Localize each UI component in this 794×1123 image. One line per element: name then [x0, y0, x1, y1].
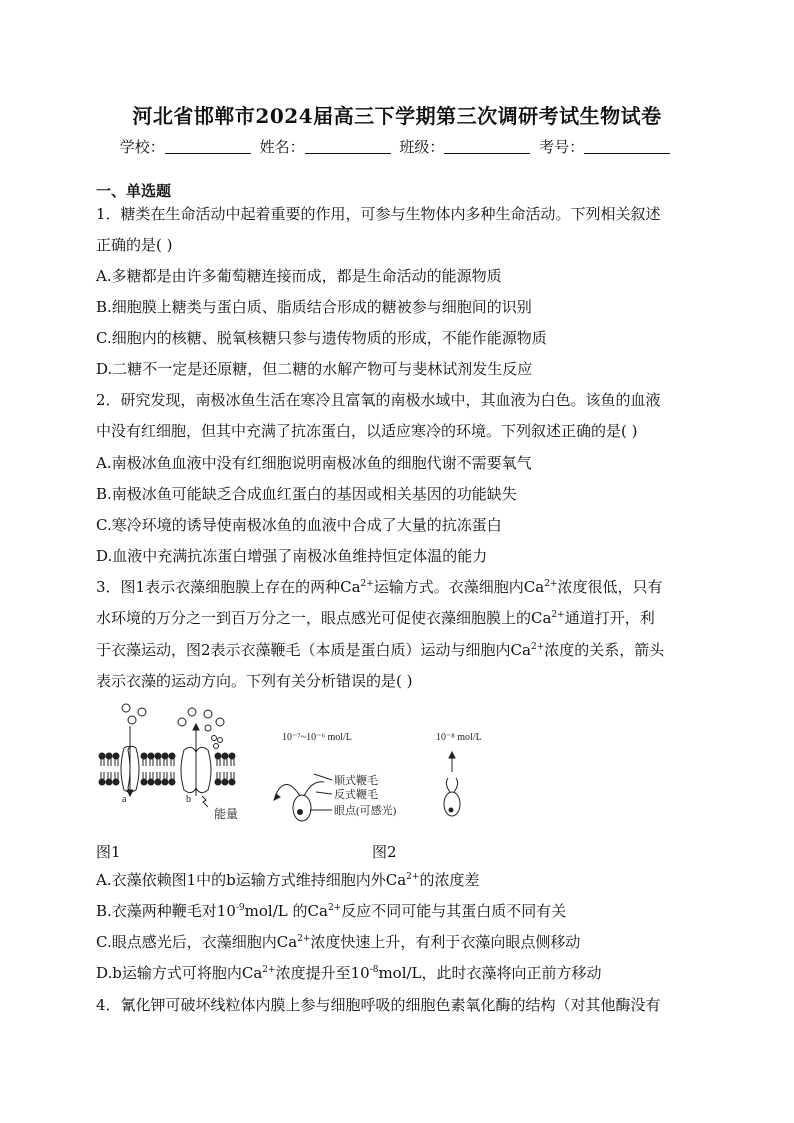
q2-option-c: C.寒冷环境的诱导使南极冰鱼的血液中合成了大量的抗冻蛋白	[96, 516, 502, 534]
figure1-membrane	[99, 746, 235, 792]
figure2-label-eyespot: 眼点(可感光)	[334, 805, 397, 817]
class-field[interactable]	[444, 139, 530, 154]
class-label: 班级：	[399, 138, 445, 156]
q2-stem-line2: 中没有红细胞，但其中充满了抗冻蛋白，以适应寒冷的环境。下列叙述正确的是( )	[96, 422, 638, 440]
name-field[interactable]	[305, 139, 391, 154]
section-heading: 一、单选题	[96, 182, 172, 200]
figure1-label-a: a	[122, 794, 127, 805]
number-label: 考号：	[539, 138, 585, 156]
q1-stem-line2: 正确的是( )	[96, 236, 173, 254]
q3-stem-line1: 3．图1表示衣藻细胞膜上存在的两种$Ca^{2+}$运输方式。衣藻细胞内$Ca^{2+}$浓度很低，只有	[96, 578, 663, 596]
q3-stem-line2: 水环境的万分之一到百万分之一，眼点感光可促使衣藻细胞膜上的$Ca^{2+}$通道打开，利	[96, 609, 655, 627]
q3-option-a: A.衣藻依赖图1中的b运输方式维持细胞内外$Ca^{2+}$的浓度差	[96, 871, 480, 889]
school-field[interactable]	[165, 139, 251, 154]
calcium-ions	[122, 704, 224, 749]
q2-option-d: D.血液中充满抗冻蛋白增强了南极冰鱼维持恒定体温的能力	[96, 547, 488, 565]
figure2-conc-left: 10⁻⁷~10⁻⁶ mol/L	[282, 732, 352, 743]
figure2-caption: 图2	[372, 843, 397, 861]
q3-option-d: D.b运输方式可将胞内$Ca^{2+}$浓度提升至$10^{-8}mol/L$，此时衣藻将向正前方移动	[96, 964, 602, 982]
figure2-cell-left	[274, 774, 332, 821]
name-label: 姓名：	[259, 138, 305, 156]
q1-option-d: D.二糖不一定是还原糖，但二糖的水解产物可与斐林试剂发生反应	[96, 360, 533, 378]
q4-stem-line1: 4．氰化钾可破坏线粒体内膜上参与细胞呼吸的细胞色素氧化酶的结构（对其他酶没有	[96, 996, 661, 1014]
figure1-caption: 图1	[96, 843, 121, 861]
exam-title: 河北省邯郸市2024届高三下学期第三次调研考试生物试卷	[132, 104, 662, 128]
figure2-label-reverse: 反式鞭毛	[334, 789, 378, 801]
student-info-row	[0, 136, 794, 157]
q3-stem-line4: 表示衣藻的运动方向。下列有关分析错误的是( )	[96, 672, 413, 690]
figure1-label-b: b	[186, 794, 191, 805]
q2-option-a: A.南极冰鱼血液中没有红细胞说明南极冰鱼的细胞代谢不需要氧气	[96, 454, 532, 472]
figure2-cell-right	[444, 752, 460, 816]
q3-option-c: C.眼点感光后，衣藻细胞内$Ca^{2+}$浓度快速上升，有利于衣藻向眼点侧移动	[96, 933, 581, 951]
figure1-energy-label: 能量	[214, 807, 239, 821]
q1-option-a: A.多糖都是由许多葡萄糖连接而成，都是生命活动的能源物质	[96, 267, 502, 285]
q1-option-b: B.细胞膜上糖类与蛋白质、脂质结合形成的糖被参与细胞间的识别	[96, 298, 532, 316]
figure2-conc-right: 10⁻⁸ mol/L	[436, 732, 482, 743]
q3-figure	[96, 700, 516, 836]
q3-option-b: B.衣藻两种鞭毛对$10^{-9}mol/L$ 的$Ca^{2+}$反应不同可能与其蛋白质不同有关	[96, 902, 567, 920]
q1-option-c: C.细胞内的核糖、脱氧核糖只参与遗传物质的形成，不能作能源物质	[96, 329, 547, 347]
q2-stem-line1: 2．研究发现，南极冰鱼生活在寒冷且富氧的南极水域中，其血液为白色。该鱼的血液	[96, 391, 661, 409]
school-label: 学校：	[119, 138, 165, 156]
q2-option-b: B.南极冰鱼可能缺乏合成血红蛋白的基因或相关基因的功能缺失	[96, 485, 517, 503]
q3-stem-line3: 于衣藻运动，图2表示衣藻鞭毛（本质是蛋白质）运动与细胞内$Ca^{2+}$浓度的关系，箭头	[96, 641, 665, 659]
number-field[interactable]	[584, 139, 670, 154]
q1-stem-line1: 1．糖类在生命活动中起着重要的作用，可参与生物体内多种生命活动。下列相关叙述	[96, 205, 661, 223]
figure2-label-normal: 顺式鞭毛	[334, 775, 378, 787]
